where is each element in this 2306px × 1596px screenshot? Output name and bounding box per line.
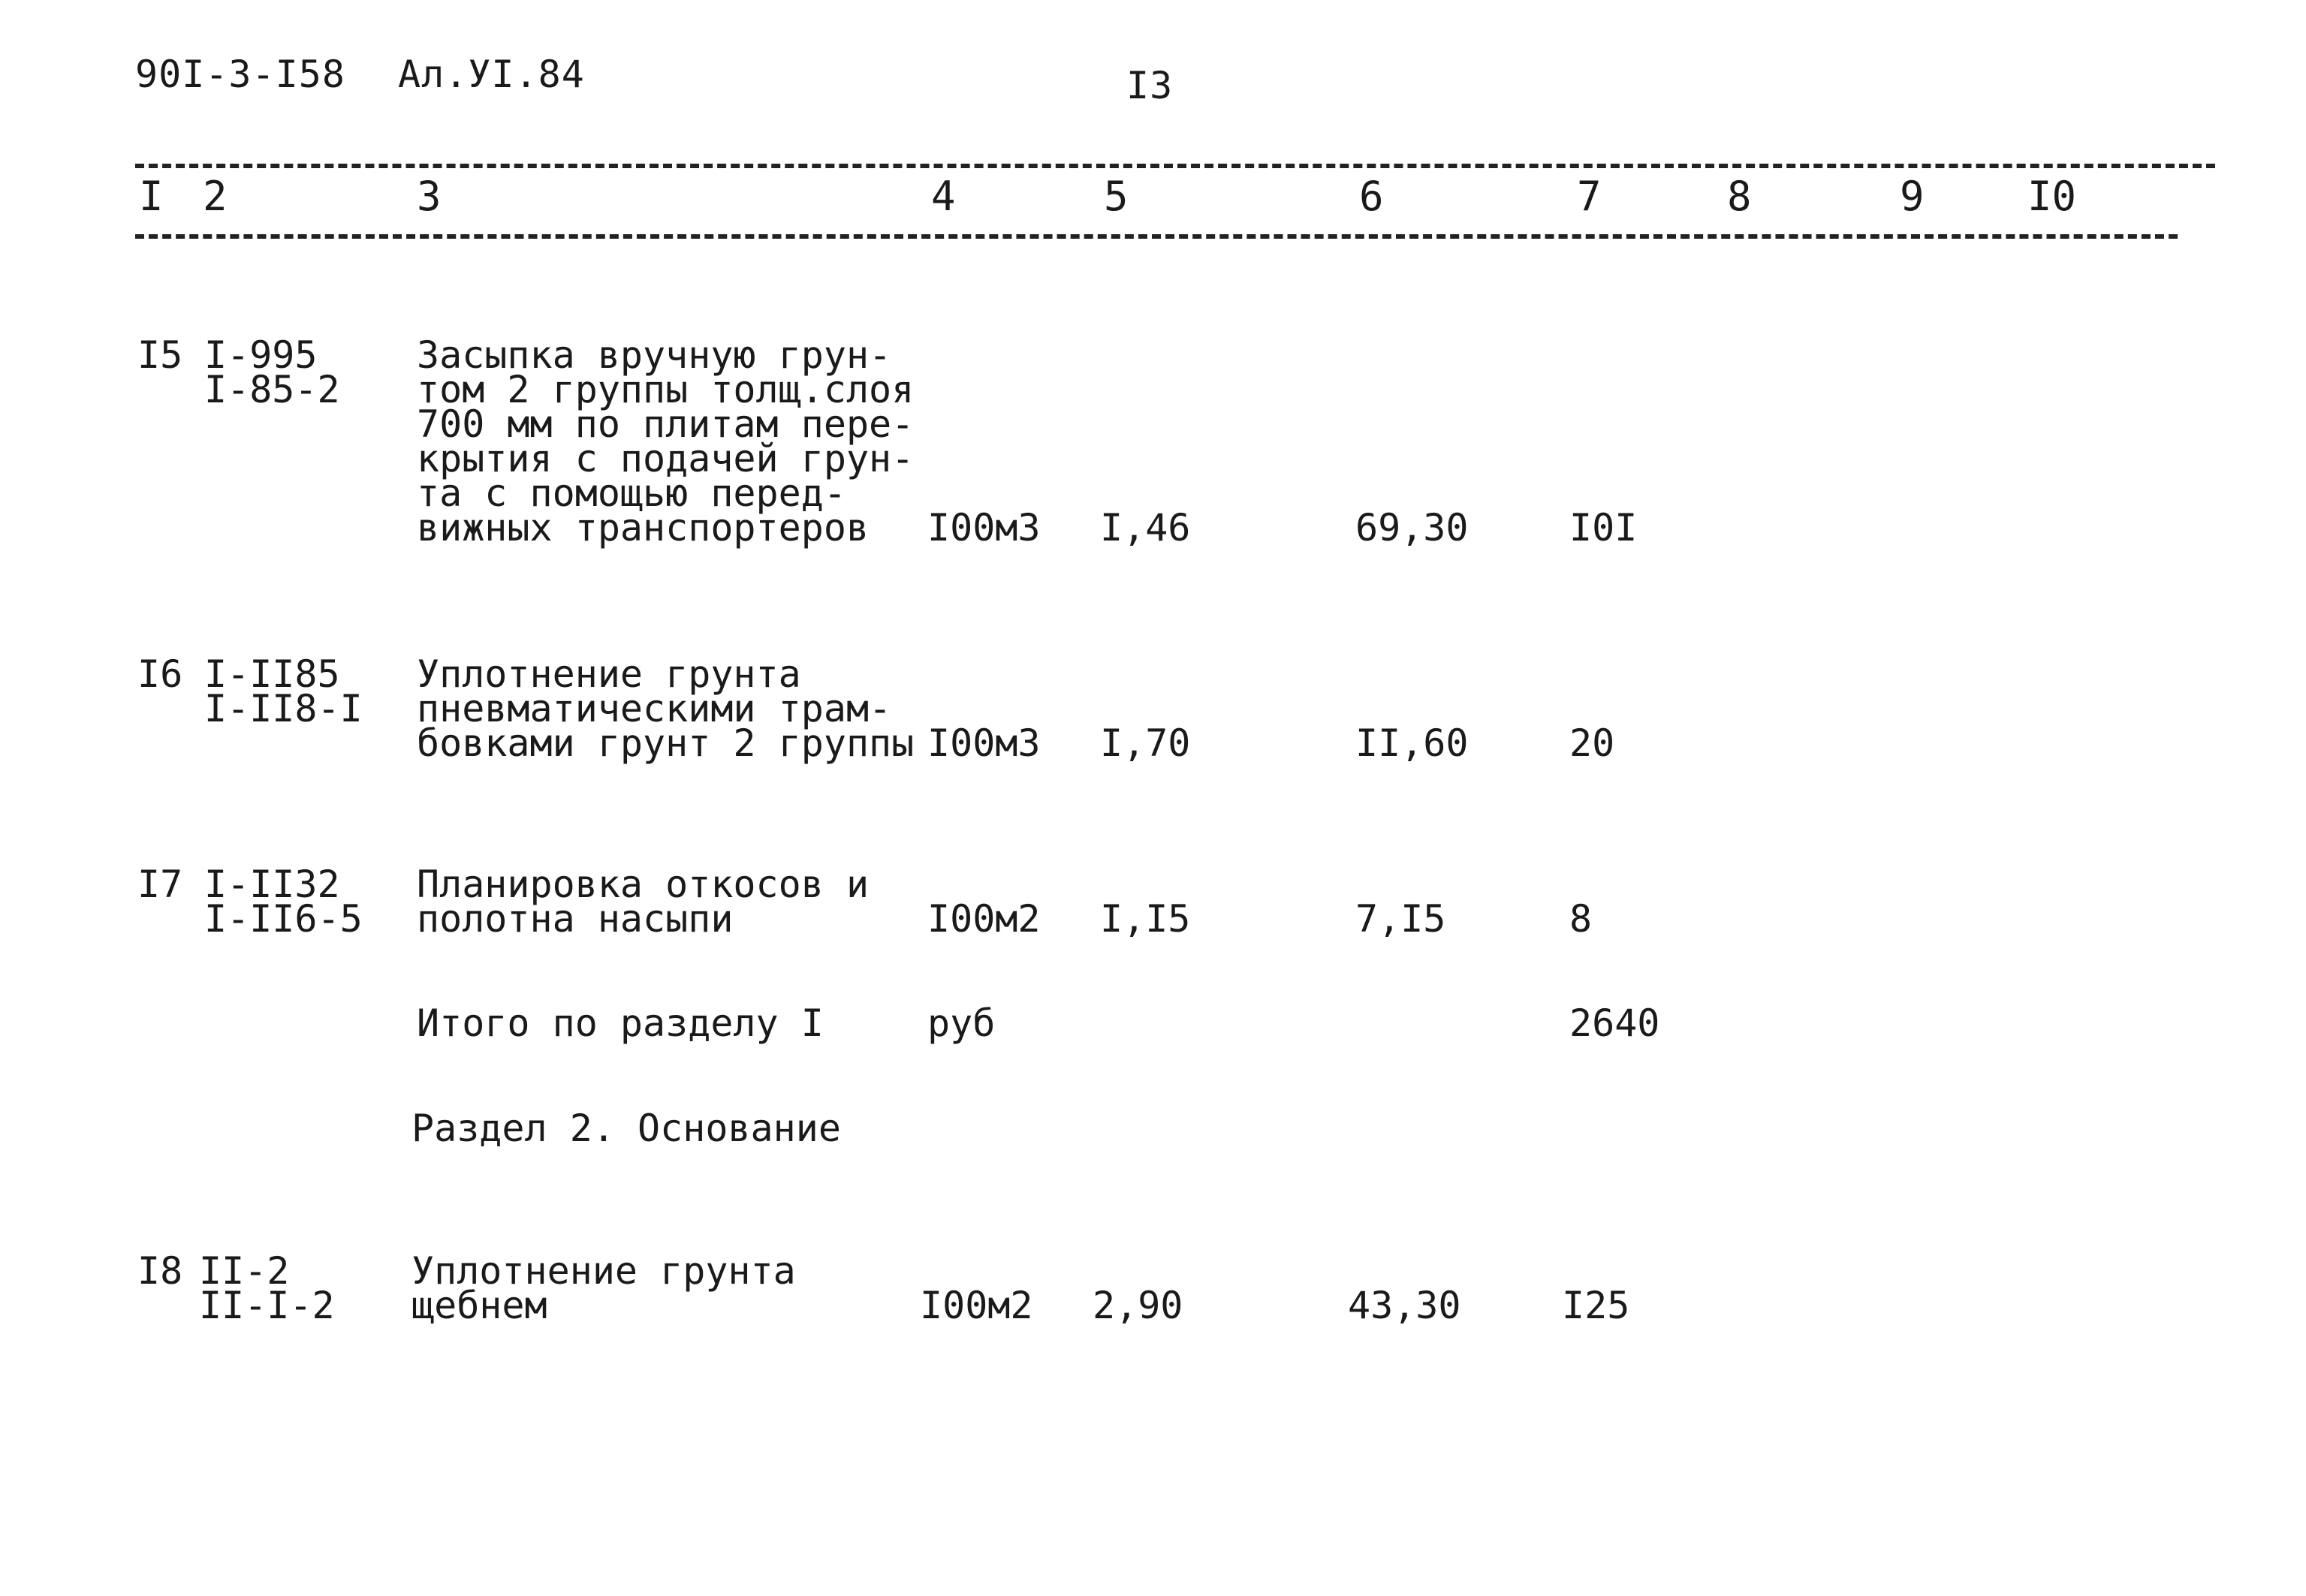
description-line: том 2 группы толщ.слоя: [417, 368, 915, 411]
description-line: Планировка откосов и: [417, 863, 870, 906]
column-number-2: 2: [203, 173, 228, 220]
quantity: I,I5: [1100, 897, 1191, 941]
unit: I00м3: [927, 721, 1041, 765]
page-number: I3: [1126, 64, 1174, 107]
norm-code: I-II6-5: [204, 897, 363, 941]
description-line: вижных транспортеров: [417, 506, 870, 550]
header-bottom-rule: [135, 234, 2178, 239]
row-number: I5: [137, 333, 183, 377]
work-description: [417, 863, 870, 941]
unit-price: II,60: [1355, 721, 1469, 765]
norm-code: I-II8-I: [204, 687, 363, 730]
document-code: 90I-3-I58: [135, 53, 345, 96]
column-number-4: 4: [931, 173, 956, 220]
estimate-code: I-II32: [204, 863, 340, 906]
quantity: 2,90: [1093, 1284, 1183, 1327]
work-description: [417, 333, 915, 550]
estimate-code: I-II85: [204, 652, 340, 696]
estimate-code: I-995: [204, 333, 318, 377]
unit-price: 7,I5: [1355, 897, 1446, 941]
unit: I00м2: [920, 1284, 1033, 1327]
description-line: 700 мм по плитам пере-: [417, 402, 915, 446]
column-number-3: 3: [417, 173, 442, 220]
album-number: Ал.УI.84: [398, 53, 585, 96]
description-line: Уплотнение грунта: [411, 1249, 796, 1293]
total-cost: I0I: [1569, 506, 1638, 550]
subtotal-unit: руб: [927, 1001, 996, 1045]
column-number-8: 8: [1727, 173, 1752, 220]
description-line: пневматическими трам-: [417, 687, 892, 730]
quantity: I,70: [1100, 721, 1191, 765]
column-number-7: 7: [1577, 173, 1602, 220]
column-number-10: I0: [2027, 173, 2077, 220]
description-line: бовками грунт 2 группы: [417, 721, 915, 765]
quantity: I,46: [1100, 506, 1191, 550]
row-number: I7: [137, 863, 183, 906]
subtotal-label: Итого по разделу I: [417, 1001, 824, 1045]
unit: I00м2: [927, 897, 1041, 941]
section-heading: Раздел 2. Основание: [411, 1107, 841, 1150]
unit-price: 43,30: [1348, 1284, 1461, 1327]
header-top-rule: [135, 164, 2215, 168]
description-line: полотна насыпи: [417, 897, 734, 941]
column-number-9: 9: [1900, 173, 1925, 220]
row-number: I6: [137, 652, 183, 696]
row-number: I8: [137, 1249, 183, 1293]
work-description: [417, 652, 915, 765]
description-line: Уплотнение грунта: [417, 652, 801, 696]
norm-code: II-I-2: [199, 1284, 335, 1327]
total-cost: I25: [1562, 1284, 1630, 1327]
unit-price: 69,30: [1355, 506, 1469, 550]
work-description: [411, 1249, 796, 1327]
estimate-code: II-2: [199, 1249, 290, 1293]
column-number-1: I: [139, 173, 164, 220]
column-number-6: 6: [1359, 173, 1384, 220]
unit: I00м3: [927, 506, 1041, 550]
total-cost: 20: [1569, 721, 1615, 765]
description-line: та с помощью перед-: [417, 471, 846, 515]
total-cost: 8: [1569, 897, 1593, 941]
column-number-5: 5: [1104, 173, 1129, 220]
description-line: щебнем: [411, 1284, 547, 1327]
description-line: Засыпка вручную грун-: [417, 333, 892, 377]
subtotal-total: 2640: [1569, 1001, 1660, 1045]
norm-code: I-85-2: [204, 368, 340, 411]
description-line: крытия с подачей грун-: [417, 437, 915, 480]
